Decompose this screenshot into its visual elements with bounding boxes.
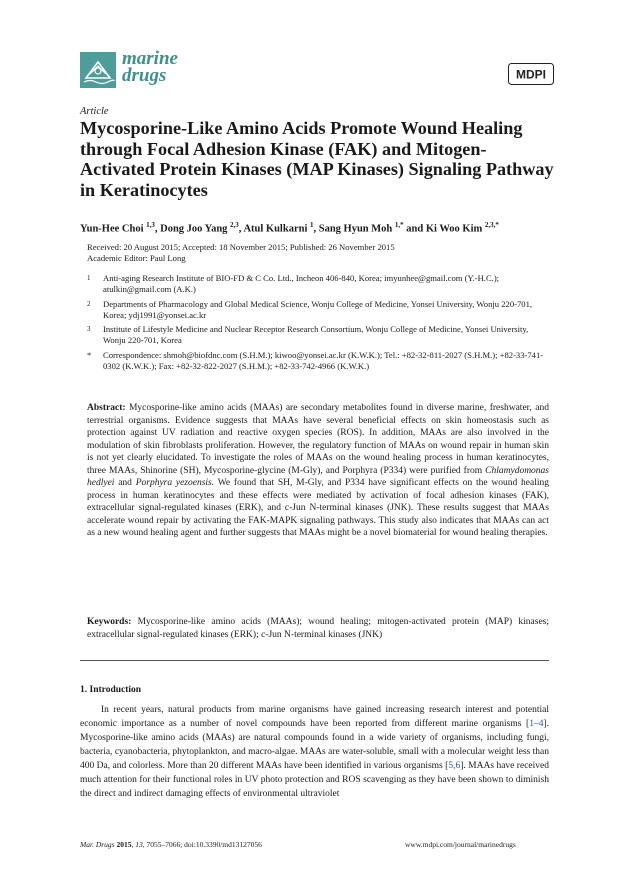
affiliation-text: Anti-aging Research Institute of BIO-FD & C Co. Ltd., Incheon 406-840, Korea; imyunhee@gmail.com (Y.-H.C.); atulkin@gmail.com (A.K.) <box>103 273 500 295</box>
affiliation-number: 3 <box>87 325 91 334</box>
citation-link[interactable]: 1–4 <box>529 719 544 729</box>
publisher-name: MDPI <box>516 67 546 82</box>
keywords-text: Mycosporine-like amino acids (MAAs); wound healing; mitogen-activated protein (MAP) kinases; extracellular signal-regulated kinases (ERK); c-Jun N-terminal kinases (JNK) <box>87 617 549 640</box>
section-divider <box>80 660 549 661</box>
journal-logo <box>80 50 200 94</box>
footer-citation: Mar. Drugs 2015, 13, 7055–7066; doi:10.3390/md13127056 <box>80 840 262 849</box>
marine-drugs-logo-icon <box>80 52 116 88</box>
publication-dates <box>87 242 395 264</box>
affiliation-item <box>87 299 552 322</box>
intro-text-2: ]. Mycosporine-like amino acids (MAAs) are natural compounds found in a wide variety of organisms, including fungi, bacteria, cyanobacteria, phytoplankton, and macro-algae. MAAs are water-soluble, small with a molecular weight less than 400 Da, and colorless. More than 20 different MAAs have been identified in various organisms [ <box>80 719 549 771</box>
affiliation-text: Departments of Pharmacology and Global Medical Science, Wonju College of Medicine, Yonsei University, Wonju 220-701, Korea; ydj1991@yonsei.ac.kr <box>103 298 533 320</box>
section-heading: 1. Introduction <box>80 685 142 695</box>
affiliation-item <box>87 324 552 347</box>
affiliation-text: Institute of Lifestyle Medicine and Nuclear Receptor Research Consortium, Wonju College of Medicine, Yonsei University, Wonju 220-701, Korea <box>103 324 529 346</box>
species-name: Chlamydomonas hedlyei <box>87 465 550 488</box>
mdpi-logo <box>508 63 554 85</box>
author: Yun-Hee Choi <box>80 223 144 235</box>
intro-text-3: ]. MAAs have received much attention for their functional roles in UV photo protection and ROS scavenging as they have been shown to diminish the direct and indirect damaging effects of environmental ultraviolet <box>80 761 549 799</box>
footer-journal: Mar. Drugs <box>80 840 115 849</box>
footer-pages-doi: , 7055–7066; doi:10.3390/md13127056 <box>142 840 262 849</box>
footer-volume: 13 <box>135 840 143 849</box>
abstract-text-1: Mycosporine-like amino acids (MAAs) are secondary metabolites found in diverse marine, freshwater, and terrestrial organisms. Evidence suggests that MAAs have several beneficial effects on skin homeostasis such as protection against UV radiation and reactive oxygen species (ROS). In addition, MAAs are also involved in the modulation of skin fibroblasts proliferation. However, the regulatory function of MAAs on wound repair in human skin is not yet clearly elucidated. To investigate the roles of MAAs on the wound healing process in human keratinocytes, three MAAs, Shinorine (SH), Mycosporine-glycine (M-Gly), and Porphyra (P334) were purified from <box>87 403 549 476</box>
author: Ki Woo Kim <box>425 223 483 235</box>
journal-name-line1: marine <box>122 48 178 69</box>
author: Dong Joo Yang <box>160 223 228 235</box>
abstract-text-2: We found that SH, M-Gly, and P334 have significant effects on the wound healing process in human keratinocytes and these effects were mediated by activation of focal adhesion kinases (FAK), extracellular signal-regulated kinases (ERK), and c-Jun N-terminal kinases (JNK). These results suggest that MAAs accelerate wound repair by activating the FAK-MAPK signaling pathways. This study also indicates that MAAs can act as a new wound healing agent and further suggests that MAAs might be a novel biomaterial for wound healing therapies. <box>87 478 549 538</box>
author: Sang Hyun Moh <box>318 223 393 235</box>
author-affiliation-marker: 1,* <box>394 221 404 229</box>
academic-editor: Academic Editor: Paul Long <box>87 253 186 263</box>
footer-year: 2015 <box>116 840 132 849</box>
abstract-label: Abstract: <box>87 403 126 413</box>
paper-title: Mycosporine-Like Amino Acids Promote Wound Healing through Focal Adhesion Kinase (FAK) and Mitogen-Activated Protein Kinases (MAP Kinases) Signaling Pathway in Keratinocytes <box>80 118 554 200</box>
journal-name-line2: drugs <box>122 65 167 86</box>
abstract-conj: and <box>118 478 132 488</box>
author-affiliation-marker: 1,3 <box>146 221 155 229</box>
author-affiliation-marker: 2,3 <box>230 221 239 229</box>
intro-paragraph <box>80 703 549 801</box>
intro-text-1: In recent years, natural products from marine organisms have gained increasing research interest and potential economic importance as a number of novel compounds have been reported from different marine organisms [ <box>80 705 549 729</box>
affiliation-item <box>87 273 552 296</box>
author-affiliation-marker: 1 <box>310 221 314 229</box>
date-line: Received: 20 August 2015; Accepted: 18 November 2015; Published: 26 November 2015 <box>87 242 395 252</box>
journal-name <box>122 50 178 84</box>
footer-url[interactable]: www.mdpi.com/journal/marinedrugs <box>405 840 516 849</box>
affiliation-number: 2 <box>87 299 91 308</box>
keywords <box>87 616 549 641</box>
author: Atul Kulkarni <box>243 223 308 235</box>
abstract <box>87 402 549 540</box>
affiliation-number: 1 <box>87 274 91 282</box>
correspondence-marker: * <box>87 349 92 360</box>
correspondence-text: Correspondence: shmoh@biofdnc.com (S.H.M.); kiwoo@yonsei.ac.kr (K.W.K.); Tel.: +82-32-811-2027 (S.H.M.); +82-33-741-0302 (K.W.K.); Fax: +82-32-822-2027 (S.H.M.); +82-33-742-4966 (K.W.K.) <box>103 349 544 372</box>
author-affiliation-marker: 2,3,* <box>484 221 499 229</box>
citation-link[interactable]: 5,6 <box>448 761 461 771</box>
keywords-label: Keywords: <box>87 617 132 627</box>
author-list: Yun-Hee Choi $^{1,3}$, Dong Joo Yang $^{2,3}$, Atul Kulkarni $^1$, Sang Hyun Moh $^{1,*}$ and Ki Woo Kim $^{2,3,*}$ <box>80 221 499 235</box>
article-type: Article <box>80 106 109 117</box>
affiliations <box>87 273 552 375</box>
species-name: Porphyra yezoensis. <box>135 478 215 488</box>
correspondence-item <box>87 350 552 373</box>
